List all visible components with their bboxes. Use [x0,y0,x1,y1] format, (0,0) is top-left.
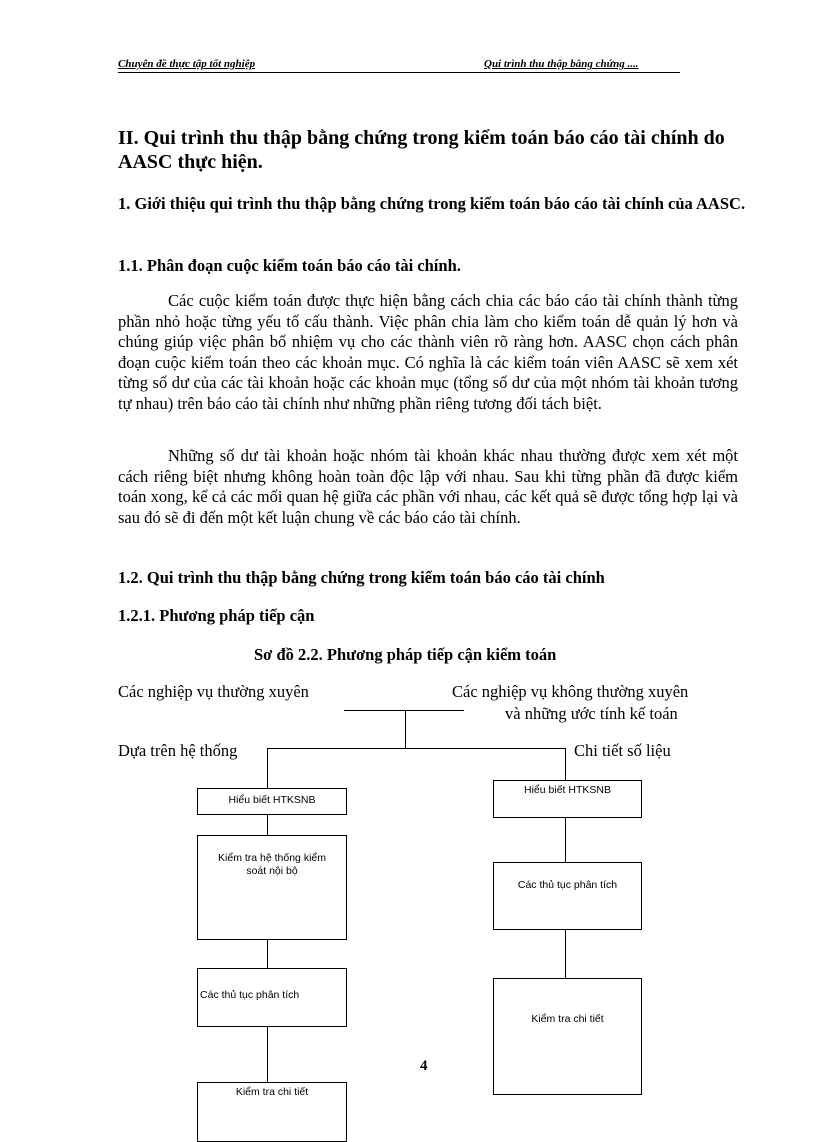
right-box-detail-test [493,978,642,1095]
diagram-top-right-label-1: Các nghiệp vụ không thường xuyên [452,682,689,701]
right-box-understanding [493,780,642,818]
header-right: Qui trình thu thập bằng chứng .... [484,58,639,70]
diagram-title: Sơ đồ 2.2. Phương pháp tiếp cận kiểm toán [254,645,557,664]
left-box-control-test-text-2: soát nội bộ [246,865,298,877]
subsection-1-2-1-heading: 1.2.1. Phương pháp tiếp cận [118,606,315,625]
paragraph-1 [118,291,738,414]
diagram-top-left-label: Các nghiệp vụ thường xuyên [118,682,309,701]
left-connector-1 [267,815,268,835]
paragraph-1-text: Các cuộc kiểm toán được thực hiện bằng cách chia các báo cáo tài chính thành từng phần nhỏ hoặc từng yếu tố cấu thành. Việc phân chia làm cho kiểm toán dễ quản lý hơn và chúng giúp việc phân bổ nhiệm vụ cho các thành viên rõ ràng hơn. AASC chọn cách phân đoạn cuộc kiểm toán theo các khoản mục. Có nghĩa là các kiểm toán viên AASC sẽ xem xét từng số dư của các tài khoản hoặc các khoản mục (tổng số dư của một nhóm tài khoản tương tự nhau) trên báo cáo tài chính như những phần riêng tương đối tách biệt. [118,291,738,413]
left-box-control-test [197,835,347,940]
subsection-1-1-heading: 1.1. Phân đoạn cuộc kiểm toán báo cáo tài chính. [118,256,461,275]
left-box-analytical [197,968,347,1027]
page-number: 4 [420,1058,428,1074]
paragraph-2-text: Những số dư tài khoản hoặc nhóm tài khoản khác nhau thường được xem xét một cách riêng biệt nhưng không hoàn toàn độc lập với nhau. Sau khi từng phần đã được kiểm toán xong, kể cả các mối quan hệ giữa các phần với nhau, các kết quả sẽ được tổng hợp lại và sau đó sẽ đi đến một kết luận chung về các báo cáo tài chính. [118,446,738,527]
paragraph-2 [118,446,738,528]
right-connector-1 [565,818,566,862]
section-heading: II. Qui trình thu thập bằng chứng trong kiểm toán báo cáo tài chính do AASC thực hiện. [118,127,725,173]
right-box-analytical-text: Các thủ tục phân tích [517,879,618,891]
header-rule [118,72,680,73]
header-left: Chuyên đề thực tập tốt nghiệp [118,58,256,70]
left-connector-3 [267,1027,268,1082]
top-merge-line [344,710,464,711]
diagram-top-right-label-2: và những ước tính kế toán [505,704,678,723]
left-box-understanding [197,788,347,815]
left-drop-line [267,748,268,788]
top-stem-line [405,710,406,748]
left-box-detail-test-text: Kiểm tra chi tiết [235,1086,309,1098]
right-box-analytical [493,862,642,930]
right-box-detail-test-text: Kiểm tra chi tiết [531,1013,604,1025]
diagram-branch-left-label: Dựa trên hệ thống [118,741,238,760]
left-box-detail-test [197,1082,347,1142]
left-box-analytical-text: Các thủ tục phân tích [200,989,300,1001]
right-box-understanding-text: Hiểu biết HTKSNB [524,784,611,796]
left-connector-2 [267,940,268,968]
subsection-1-heading: 1. Giới thiệu qui trình thu thập bằng chứng trong kiểm toán báo cáo tài chính của AASC. [118,194,746,213]
left-box-control-test-text-1: Kiểm tra hệ thống kiểm [218,852,326,864]
right-connector-2 [565,930,566,978]
right-drop-line [565,748,566,780]
diagram-branch-right-label: Chi tiết số liệu [574,741,671,760]
subsection-1-2-heading: 1.2. Qui trình thu thập bằng chứng trong kiểm toán báo cáo tài chính [118,568,605,587]
branch-line [267,748,565,749]
left-box-understanding-text: Hiểu biết HTKSNB [228,794,316,806]
